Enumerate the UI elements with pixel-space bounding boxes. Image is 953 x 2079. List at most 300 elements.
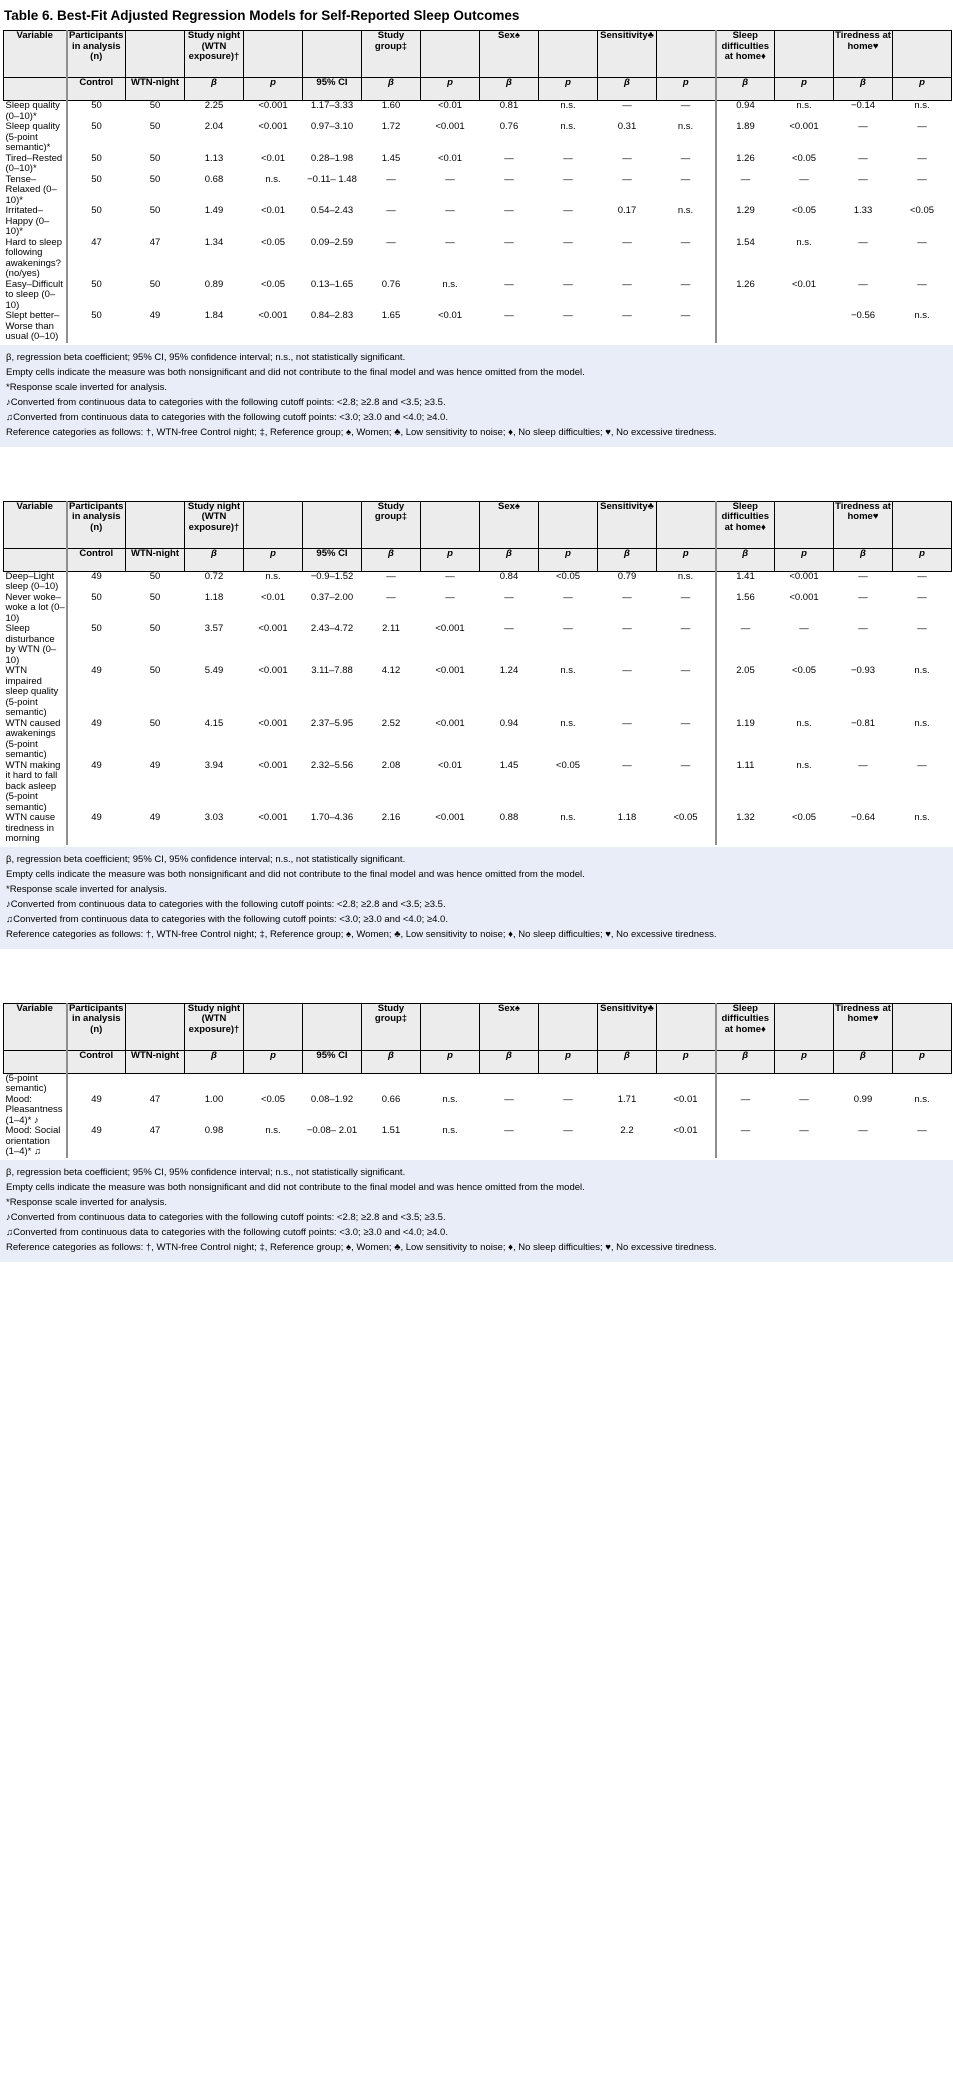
value-cell: n.s. [914,1093,930,1105]
value-cell: <0.05 [260,278,286,290]
header-row-sub [4,548,952,571]
subcol-beta: β [834,1050,893,1073]
footnote-line: *Response scale inverted for analysis. [6,1196,168,1208]
value-cell: 3.94 [204,759,224,771]
table-row [4,1073,952,1095]
value-cell: 0.68 [204,173,224,185]
value-cell: 4.15 [204,717,224,729]
value-cell: 50 [149,173,161,185]
value-cell: 0.28–1.98 [310,152,354,164]
value-cell: 1.29 [716,206,775,238]
value-cell: 2.2 [620,1125,634,1136]
value-cell: −0.08– 2.01 [306,1125,358,1136]
value-cell: — [858,1125,868,1136]
value-cell: — [504,623,514,634]
regression-table [3,1003,952,1158]
footnote-block [0,847,953,949]
variable-label: Never woke–woke a lot (0–10) [5,591,65,624]
value-cell: — [680,100,691,111]
value-cell: 50 [149,100,161,111]
value-cell: — [504,173,514,185]
variable-label: Slept better–Worse than usual (0–10) [5,310,60,342]
header-row-groups [4,501,952,548]
value-cell: — [680,173,691,185]
variable-label: Sleep quality (0–10)* [5,100,60,122]
value-cell: 47 [67,238,126,280]
value-cell: — [858,623,868,634]
value-cell: 2.37–5.95 [310,717,354,729]
subcol-beta: β [480,1050,539,1073]
value-cell: — [917,1125,927,1136]
value-cell: 47 [149,1093,161,1105]
table-section [0,30,953,447]
value-cell: <0.001 [258,759,288,771]
header-row-groups [4,31,952,78]
value-cell: — [563,173,573,185]
variable-label: Sleep disturbance by WTN (0–10) [5,623,57,666]
value-cell: 3.57 [204,623,224,634]
value-cell: 50 [67,593,126,625]
value-cell: 2.52 [381,717,401,729]
value-cell: −0.11– 1.48 [307,173,357,185]
value-cell: n.s. [560,121,576,132]
value-cell: 1.45 [499,759,519,771]
value-cell: 0.09–2.59 [310,236,354,248]
col-study-night: Study night (WTN exposure)† [185,501,244,548]
table-header [4,1003,952,1073]
value-cell: 47 [149,1125,161,1136]
value-cell: 50 [67,311,126,343]
value-cell: — [386,236,396,248]
value-cell: −0.14 [850,100,876,111]
col-study-group: Study group‡ [362,1003,421,1050]
value-cell: — [504,1093,514,1105]
variable-label: Mood: Social orientation (1–4)* ♫ [5,1125,61,1157]
subcol-beta: β [834,548,893,571]
col-sensitivity: Sensitivity♣ [598,501,657,548]
footnote-line: ♫Converted from continuous data to categories with the following cutoff points: <3.0; ≥3.0 and <4.0; ≥4.0. [6,1226,448,1238]
value-cell: — [386,205,396,216]
footnote-line: β, regression beta coefficient; 95% CI, 95% confidence interval; n.s., not statistically significant. [6,853,406,865]
value-cell: <0.001 [258,717,288,729]
col-participants: Participants in analysis (n) [67,501,126,548]
subcol-p: p [893,1050,952,1073]
value-cell: 0.54–2.43 [310,205,354,216]
subcol-p: p [421,78,480,101]
footnote-line: Reference categories as follows: †, WTN-free Control night; ‡, Reference group; ♠, Women; ♣, Low sensitivity to noise; ♦, No sleep difficulties; ♥, No excessive tiredness. [6,1241,717,1253]
value-cell: 49 [149,812,161,823]
value-cell: 1.33 [853,205,873,216]
value-cell: 50 [67,175,126,207]
col-sex: Sex♠ [480,1003,539,1050]
variable-label: Mood: Pleasantness (1–4)* ♪ [5,1093,63,1126]
value-cell: 49 [67,1126,126,1158]
col-sex: Sex♠ [480,31,539,78]
value-cell: n.s. [796,717,812,729]
value-cell: 2.25 [204,100,224,111]
footnote-line: ♪Converted from continuous data to categories with the following cutoff points: <2.8; ≥2.8 and <3.5; ≥3.5. [6,396,446,408]
value-cell: 1.00 [204,1093,224,1105]
empty-header-cell [244,1003,303,1050]
table-row [4,571,952,593]
value-cell: 0.89 [204,278,224,290]
value-cell: — [622,236,632,248]
empty-header-cell [4,78,67,101]
value-cell [834,1073,893,1095]
value-cell: 1.26 [716,154,775,175]
table-row [4,719,952,761]
value-cell: n.s. [265,570,281,582]
value-cell: 1.17–3.33 [310,100,354,111]
value-cell: <0.01 [437,310,463,321]
header-row-groups [4,1003,952,1050]
value-cell [716,1073,775,1095]
value-cell: — [622,278,632,290]
value-cell: 50 [149,205,161,216]
value-cell: 50 [149,623,161,634]
value-cell: — [716,624,775,666]
value-cell: 49 [149,310,161,321]
footnote-line: Reference categories as follows: †, WTN-free Control night; ‡, Reference group; ♠, Women; ♣, Low sensitivity to noise; ♦, No sleep difficulties; ♥, No excessive tiredness. [6,426,717,438]
value-cell: <0.01 [437,759,463,771]
value-cell: 1.19 [716,719,775,761]
footnote-line: Reference categories as follows: †, WTN-free Control night; ‡, Reference group; ♠, Women; ♣, Low sensitivity to noise; ♦, No sleep difficulties; ♥, No excessive tiredness. [6,928,717,940]
subcol-beta: β [185,1050,244,1073]
value-cell: — [622,310,632,321]
value-cell: 50 [149,717,161,729]
value-cell: 1.18 [204,591,224,603]
value-cell: — [858,570,868,582]
value-cell: 49 [67,666,126,719]
value-cell: — [680,759,691,771]
value-cell: 47 [149,236,161,248]
value-cell: n.s. [914,717,930,729]
value-cell: — [504,152,514,164]
value-cell: <0.01 [260,591,286,603]
value-cell [126,1073,185,1095]
value-cell: 50 [149,665,161,676]
table-row [4,624,952,666]
value-cell: 1.60 [381,100,401,111]
value-cell: — [563,310,573,321]
footnote-block [0,1160,953,1262]
value-cell [716,311,775,343]
value-cell: 50 [67,101,126,123]
value-cell: — [622,623,632,634]
variable-label: Tired–Rested (0–10)* [5,152,63,174]
empty-header-cell [893,31,952,78]
value-cell [657,1073,716,1095]
value-cell: 49 [149,759,161,771]
value-cell: −0.9–1.52 [310,570,354,582]
empty-header-cell [893,501,952,548]
value-cell: — [917,173,927,185]
value-cell: <0.001 [435,623,465,634]
subcol-beta: β [185,548,244,571]
subcol-ci: 95% CI [303,78,362,101]
value-cell: <0.05 [260,236,286,248]
footnote-line: ♫Converted from continuous data to categories with the following cutoff points: <3.0; ≥3.0 and <4.0; ≥4.0. [6,411,448,423]
value-cell [480,1073,539,1095]
value-cell: — [917,236,927,248]
value-cell: n.s. [914,100,930,111]
table-row [4,1126,952,1158]
subcol-beta: β [598,1050,657,1073]
subcol-beta: β [185,78,244,101]
value-cell: — [716,1095,775,1127]
subcol-beta: β [362,1050,421,1073]
value-cell: — [799,1093,809,1105]
value-cell: n.s. [560,100,576,111]
variable-label: WTN cause tiredness in morning [5,812,56,844]
value-cell: — [504,278,514,290]
value-cell: 2.43–4.72 [310,623,354,634]
value-cell: n.s. [560,665,576,676]
col-tiredness: Tiredness at home♥ [834,31,893,78]
value-cell [539,1073,598,1095]
value-cell: <0.001 [258,812,288,823]
footnote-line: Empty cells indicate the measure was both nonsignificant and did not contribute to the final model and was hence omitted from the model. [6,366,585,378]
col-sensitivity: Sensitivity♣ [598,1003,657,1050]
variable-label: (5-point semantic) [5,1072,47,1094]
subcol-beta: β [834,78,893,101]
value-cell: <0.05 [555,759,581,771]
value-cell: — [680,310,691,321]
empty-header-cell [303,501,362,548]
value-cell: — [563,623,573,634]
value-cell: n.s. [560,812,576,823]
value-cell: <0.001 [258,100,288,111]
value-cell: — [799,623,809,634]
value-cell: n.s. [914,812,930,823]
table-body [4,1073,952,1158]
footnote-line: Empty cells indicate the measure was both nonsignificant and did not contribute to the final model and was hence omitted from the model. [6,1181,585,1193]
value-cell: — [858,759,868,771]
value-cell: <0.01 [437,100,463,111]
value-cell: −0.64 [850,812,876,823]
value-cell: 0.99 [853,1093,873,1105]
value-cell: <0.05 [791,665,817,676]
footnote-line: Empty cells indicate the measure was both nonsignificant and did not contribute to the final model and was hence omitted from the model. [6,868,585,880]
value-cell: — [680,665,691,676]
subcol-p: p [421,548,480,571]
subcol-p: p [775,78,834,101]
subcol-beta: β [716,78,775,101]
value-cell: 50 [149,278,161,290]
table-row [4,666,952,719]
empty-header-cell [539,31,598,78]
col-tiredness: Tiredness at home♥ [834,501,893,548]
value-cell: <0.001 [258,665,288,676]
value-cell: 50 [67,154,126,175]
value-cell: 50 [67,624,126,666]
col-study-night: Study night (WTN exposure)† [185,1003,244,1050]
value-cell: — [680,236,691,248]
value-cell: 1.41 [716,571,775,593]
col-variable: Variable [4,31,67,78]
col-sensitivity: Sensitivity♣ [598,31,657,78]
subcol-beta: β [480,548,539,571]
value-cell: — [504,591,514,603]
value-cell: — [563,1125,573,1136]
value-cell: <0.05 [909,205,935,216]
subcol-beta: β [362,78,421,101]
value-cell: <0.05 [791,812,817,823]
value-cell: 2.08 [381,759,401,771]
value-cell: — [622,152,632,164]
value-cell: 50 [149,570,161,582]
value-cell: 49 [67,761,126,814]
value-cell: 1.56 [716,593,775,625]
subcol-ci: 95% CI [303,1050,362,1073]
table-row [4,593,952,625]
value-cell: 0.84–2.83 [310,310,354,321]
value-cell: <0.05 [791,152,817,164]
value-cell: — [716,175,775,207]
value-cell: — [917,121,927,132]
value-cell: — [917,759,927,771]
value-cell [185,1073,244,1095]
value-cell: — [858,152,868,164]
value-cell: — [799,173,809,185]
variable-label: Tense–Relaxed (0–10)* [5,173,57,206]
footnote-line: β, regression beta coefficient; 95% CI, 95% confidence interval; n.s., not statistically significant. [6,351,406,363]
subcol-wtn-night: WTN-night [126,1050,185,1073]
value-cell: 0.97–3.10 [310,121,354,132]
subcol-p: p [539,1050,598,1073]
value-cell: — [386,570,396,582]
value-cell: 1.24 [499,665,519,676]
value-cell: <0.001 [435,121,465,132]
empty-header-cell [421,31,480,78]
table-sections [0,30,953,1262]
value-cell: <0.001 [789,591,819,603]
value-cell: — [917,278,927,290]
value-cell: 0.76 [499,121,519,132]
value-cell: — [563,236,573,248]
subcol-control: Control [67,78,126,101]
value-cell: 2.04 [204,121,224,132]
value-cell [244,1073,303,1095]
value-cell: — [858,278,868,290]
subcol-beta: β [480,78,539,101]
value-cell: 1.89 [716,122,775,154]
table-body [4,101,952,343]
value-cell: 0.94 [499,717,519,729]
value-cell: 1.72 [381,121,401,132]
table-row [4,280,952,312]
value-cell: 1.54 [716,238,775,280]
value-cell: 0.17 [617,205,637,216]
subcol-beta: β [598,548,657,571]
value-cell [775,311,834,343]
value-cell: n.s. [796,100,812,111]
value-cell: n.s. [265,173,281,185]
value-cell: 0.76 [381,278,401,290]
value-cell: 2.05 [716,666,775,719]
value-cell: 1.34 [204,236,224,248]
subcol-p: p [657,1050,716,1073]
subcol-p: p [244,548,303,571]
value-cell: <0.001 [789,121,819,132]
value-cell: — [504,236,514,248]
value-cell: <0.05 [673,812,698,823]
value-cell: — [680,152,691,164]
col-study-group: Study group‡ [362,501,421,548]
empty-header-cell [539,1003,598,1050]
value-cell: — [445,591,455,603]
col-participants: Participants in analysis (n) [67,31,126,78]
value-cell: — [680,717,691,729]
empty-header-cell [126,501,185,548]
value-cell: — [504,205,514,216]
empty-header-cell [126,1003,185,1050]
value-cell: — [622,665,632,676]
value-cell: 0.72 [204,570,224,582]
subcol-control: Control [67,1050,126,1073]
subcol-p: p [539,78,598,101]
empty-header-cell [244,31,303,78]
variable-label: Easy–Difficult to sleep (0–10) [5,278,63,311]
header-row-sub [4,1050,952,1073]
value-cell: 1.84 [204,310,224,321]
value-cell: — [858,591,868,603]
value-cell: 2.16 [381,812,401,823]
subcol-control: Control [67,548,126,571]
value-cell: 0.66 [381,1093,401,1105]
empty-header-cell [657,31,716,78]
value-cell: — [622,759,632,771]
footnote-line: *Response scale inverted for analysis. [6,381,168,393]
value-cell: 2.32–5.56 [310,759,354,771]
empty-header-cell [775,501,834,548]
empty-header-cell [303,1003,362,1050]
empty-header-cell [657,501,716,548]
value-cell: — [858,121,868,132]
value-cell: 0.84 [499,570,519,582]
subcol-ci: 95% CI [303,548,362,571]
value-cell: <0.01 [260,152,286,164]
value-cell: 0.08–1.92 [310,1093,354,1105]
table-header [4,31,952,101]
table-header [4,501,952,571]
variable-label: Hard to sleep following awakenings? (no/yes) [5,236,63,279]
value-cell: 0.31 [617,121,637,132]
value-cell: <0.01 [437,152,463,164]
value-cell: −0.56 [850,310,876,321]
table-row [4,1095,952,1127]
empty-header-cell [893,1003,952,1050]
value-cell: 50 [67,280,126,312]
value-cell: n.s. [560,717,576,729]
subcol-beta: β [716,1050,775,1073]
col-variable: Variable [4,501,67,548]
value-cell [598,1073,657,1095]
value-cell: 49 [67,1095,126,1127]
footnote-line: β, regression beta coefficient; 95% CI, 95% confidence interval; n.s., not statistically significant. [6,1166,406,1178]
table-row [4,761,952,814]
value-cell: — [917,591,927,603]
subcol-p: p [657,548,716,571]
empty-header-cell [775,1003,834,1050]
value-cell: <0.05 [791,205,817,216]
col-sex: Sex♠ [480,501,539,548]
subcol-p: p [539,548,598,571]
value-cell: <0.001 [435,812,465,823]
col-sleep-difficulties: Sleep difficulties at home♦ [716,501,775,548]
value-cell: 0.79 [617,570,637,582]
subcol-p: p [893,78,952,101]
